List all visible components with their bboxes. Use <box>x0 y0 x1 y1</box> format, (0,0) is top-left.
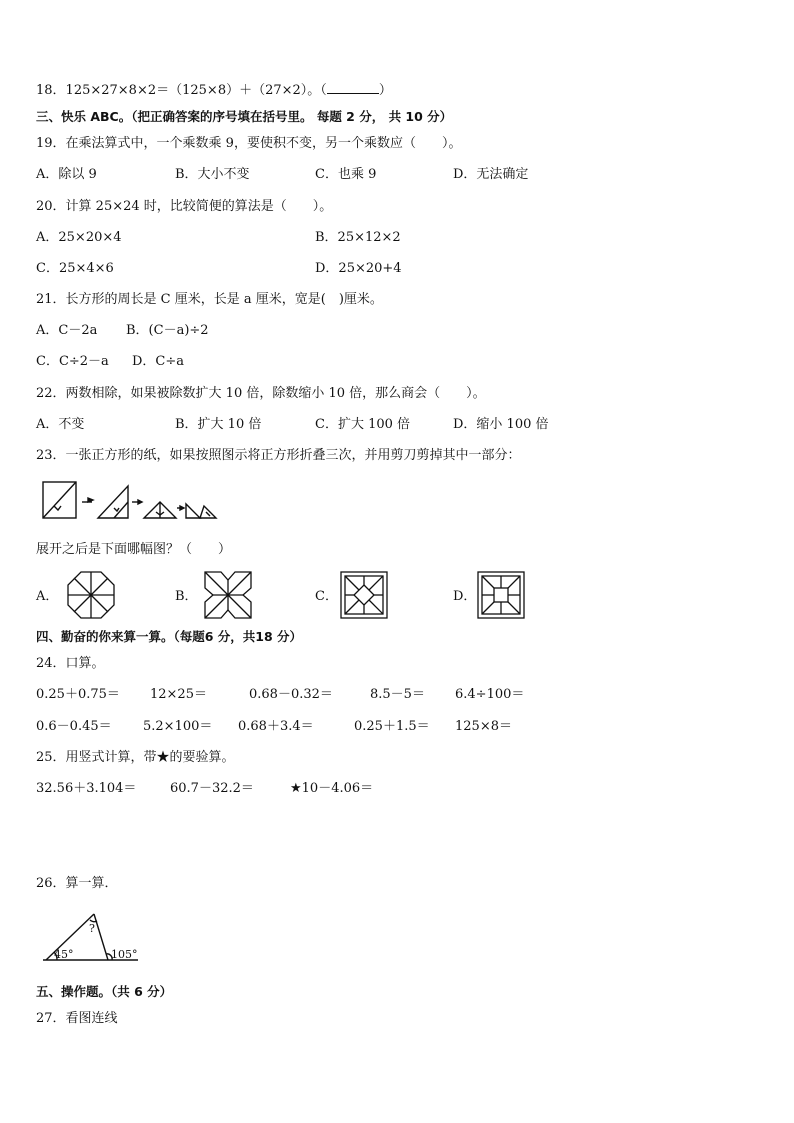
q21-option-a[interactable]: A．C－2a <box>36 323 98 338</box>
mental-calc-item: 5.2×100＝ <box>143 719 213 734</box>
question-21-stem: 21．长方形的周长是 C 厘米，长是 a 厘米，宽是( )厘米。 <box>36 292 383 307</box>
question-23-prompt: 展开之后是下面哪幅图？（ ） <box>36 542 232 557</box>
q21-option-b[interactable]: B．(C－a)÷2 <box>126 323 209 338</box>
column-calc-item: 32.56＋3.104＝ <box>36 781 137 796</box>
q20-option-d[interactable]: D．25×20+4 <box>315 261 402 276</box>
q19-option-c[interactable]: C．也乘 9 <box>315 167 377 182</box>
q21-option-c[interactable]: C．C÷2－a <box>36 354 109 369</box>
question-18 <box>36 81 392 100</box>
q21-option-d[interactable]: D．C÷a <box>132 354 185 369</box>
q20-option-b[interactable]: B．25×12×2 <box>315 230 401 245</box>
q22-option-c[interactable]: C．扩大 100 倍 <box>315 417 411 432</box>
column-calc-item: 60.7－32.2＝ <box>170 781 254 796</box>
question-18-tail: ） <box>378 83 392 98</box>
q19-option-a[interactable]: A．除以 9 <box>36 167 97 182</box>
question-20-stem: 20．计算 25×24 时，比较简便的算法是（ ）。 <box>36 199 333 214</box>
mental-calc-item: 0.25＋0.75＝ <box>36 687 120 702</box>
mental-calc-item: 0.6－0.45＝ <box>36 719 112 734</box>
question-26-stem: 26．算一算． <box>36 876 118 891</box>
question-27-stem: 27．看图连线 <box>36 1011 118 1026</box>
column-calc-item: ★10－4.06＝ <box>290 781 374 796</box>
question-22-stem: 22．两数相除，如果被除数扩大 10 倍，除数缩小 10 倍，那么商会（ ）。 <box>36 386 486 401</box>
answer-blank[interactable] <box>327 81 379 94</box>
mental-calc-item: 0.68－0.32＝ <box>249 687 333 702</box>
q19-option-d[interactable]: D．无法确定 <box>453 167 529 182</box>
mental-calc-item: 0.68＋3.4＝ <box>238 719 314 734</box>
q20-option-c[interactable]: C．25×4×6 <box>36 261 114 276</box>
mental-calc-item: 6.4÷100＝ <box>455 687 525 702</box>
question-25-stem: 25．用竖式计算，带★的要验算。 <box>36 750 235 765</box>
cross-pattern-option-b[interactable] <box>203 570 253 620</box>
q22-option-a[interactable]: A．不变 <box>36 417 85 432</box>
triangle-figure <box>40 908 140 964</box>
mental-calc-item: 125×8＝ <box>455 719 512 734</box>
angle-105-label: 105° <box>111 948 138 961</box>
diamond-center-option-c[interactable] <box>339 570 389 620</box>
q23-option-c-label[interactable]: C． <box>315 589 338 604</box>
angle-45-label: 45° <box>54 948 74 961</box>
folding-steps-figure <box>40 478 220 524</box>
q19-option-b[interactable]: B．大小不变 <box>175 167 250 182</box>
section-5-title: 五、操作题。（共 6 分） <box>36 984 173 999</box>
q22-option-b[interactable]: B．扩大 10 倍 <box>175 417 262 432</box>
question-24-stem: 24．口算。 <box>36 656 105 671</box>
q23-option-a-label[interactable]: A． <box>36 589 59 604</box>
q20-option-a[interactable]: A．25×20×4 <box>36 230 122 245</box>
square-center-option-d[interactable] <box>476 570 526 620</box>
mental-calc-item: 12×25＝ <box>150 687 207 702</box>
section-3-title: 三、快乐 ABC。（把正确答案的序号填在括号里。 每题 2 分， 共 10 分） <box>36 109 453 124</box>
section-4-title: 四、勤奋的你来算一算。（每题6 分，共18 分） <box>36 629 303 644</box>
octagon-pattern-option-a[interactable] <box>66 570 116 620</box>
question-23-stem: 23．一张正方形的纸，如果按照图示将正方形折叠三次，并用剪刀剪掉其中一部分： <box>36 448 521 463</box>
unknown-angle-label: ? <box>89 922 95 935</box>
question-18-text: 18．125×27×8×2＝（125×8）＋（27×2）。（ <box>36 83 327 98</box>
q22-option-d[interactable]: D．缩小 100 倍 <box>453 417 549 432</box>
q23-option-b-label[interactable]: B． <box>175 589 198 604</box>
q23-option-d-label[interactable]: D． <box>453 589 477 604</box>
mental-calc-item: 0.25＋1.5＝ <box>354 719 430 734</box>
mental-calc-item: 8.5－5＝ <box>370 687 425 702</box>
question-19-stem: 19．在乘法算式中，一个乘数乘 9，要使积不变，另一个乘数应（ ）。 <box>36 136 462 151</box>
